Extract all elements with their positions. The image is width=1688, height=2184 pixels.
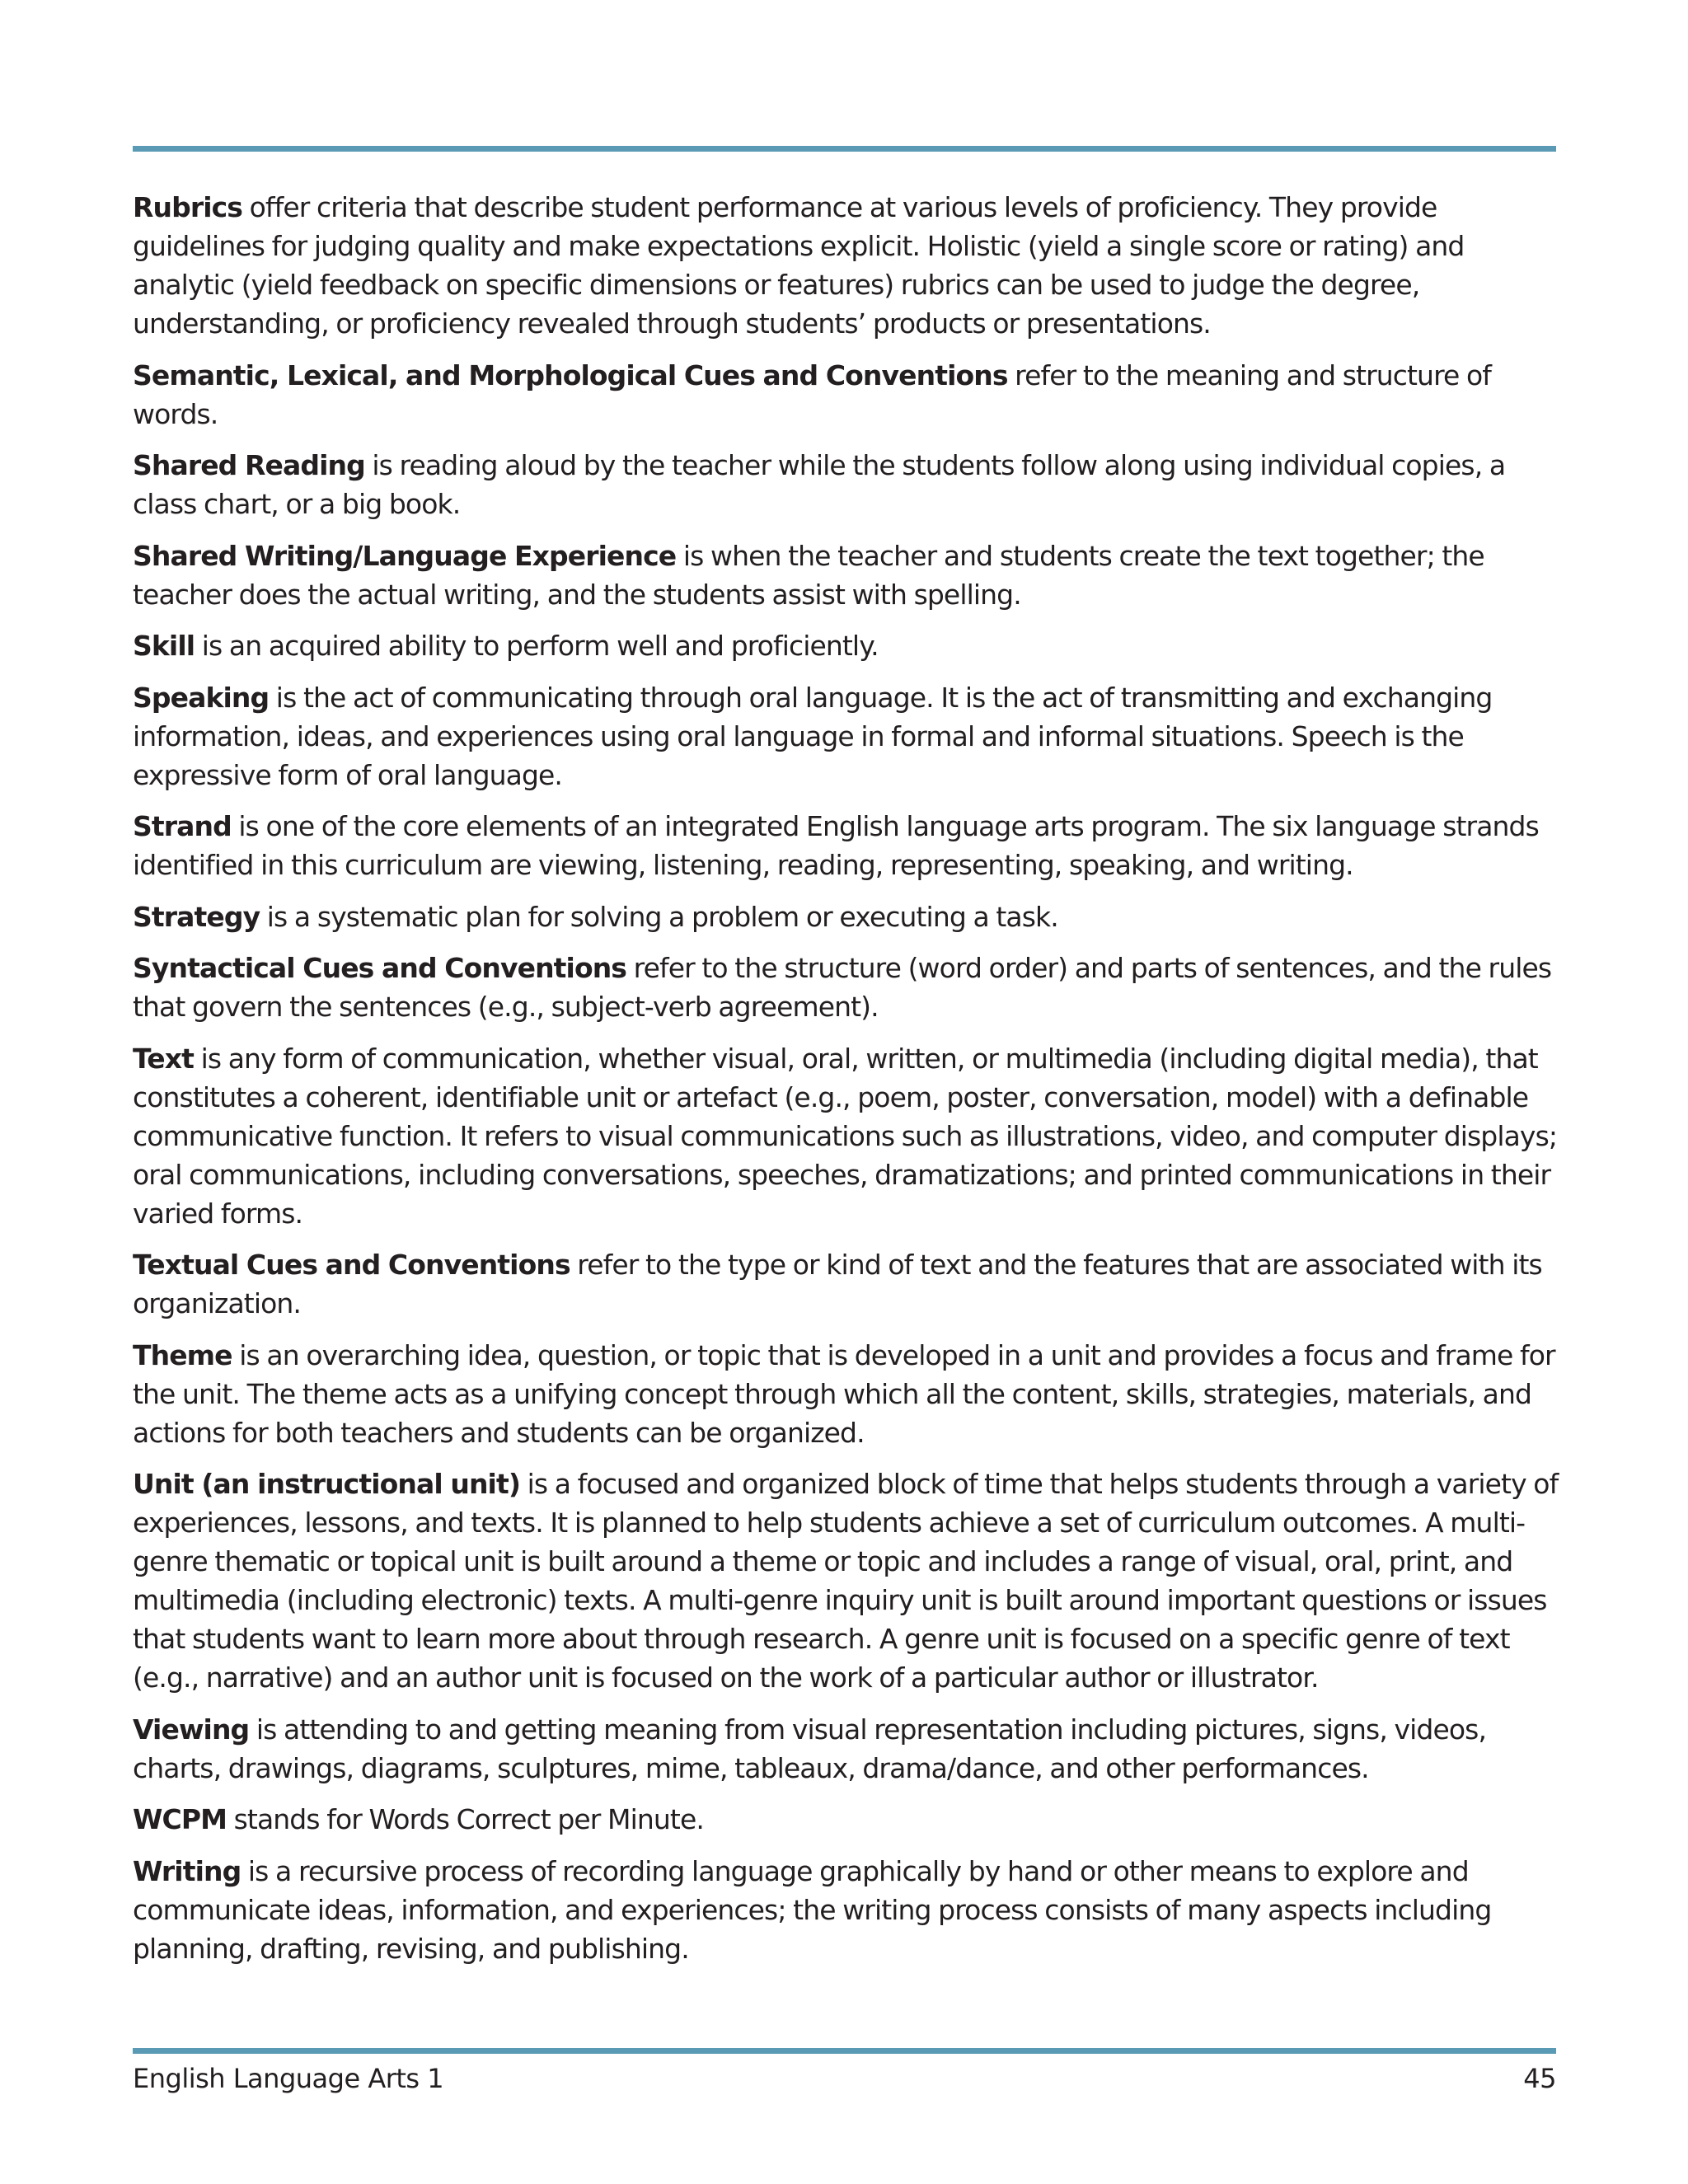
glossary-term: WCPM bbox=[133, 1803, 227, 1835]
glossary-definition: is a recursive process of recording language graphically by hand or other means to explore and communicate ideas, information, and experiences; the writing process consists of many aspects including planning, drafting, revising, and publishing. bbox=[133, 1854, 1492, 1965]
glossary-term: Viewing bbox=[133, 1713, 250, 1746]
glossary-definition: is reading aloud by the teacher while the students follow along using individual copies, a class chart, or a big book. bbox=[133, 449, 1506, 520]
glossary-definition: is a focused and organized block of time that helps students through a variety of experiences, lessons, and texts. It is planned to help students achieve a set of curriculum outcomes. A multi-genre thematic or topical unit is built around a theme or topic and includes a range of visual, oral, print, and multimedia (including electronic) texts. A multi-genre inquiry unit is built around important questions or issues that students want to learn more about through research. A genre unit is focused on a specific genre of text (e.g., narrative) and an author unit is focused on the work of a particular author or illustrator. bbox=[133, 1468, 1559, 1694]
glossary-definition: is attending to and getting meaning from visual representation including pictures, signs, videos, charts, drawings, diagrams, sculptures, mime, tableaux, drama/dance, and other performances. bbox=[133, 1713, 1487, 1784]
glossary-definition: is an overarching idea, question, or topic that is developed in a unit and provides a focus and frame for the unit. The theme acts as a unifying concept through which all the content, skills, strategies, materials, and actions for both teachers and students can be organized. bbox=[133, 1338, 1555, 1449]
header-rule bbox=[133, 146, 1556, 152]
glossary-term: Theme bbox=[133, 1338, 232, 1371]
glossary-term: Skill bbox=[133, 630, 195, 662]
glossary-term: Textual Cues and Conventions bbox=[133, 1249, 570, 1281]
glossary-term: Writing bbox=[133, 1854, 241, 1887]
glossary-entry-semantic-cues bbox=[133, 356, 1560, 434]
glossary-term: Strand bbox=[133, 810, 232, 842]
glossary-entry-textual-cues bbox=[133, 1245, 1560, 1323]
glossary-term: Rubrics bbox=[133, 191, 243, 223]
glossary-term: Shared Reading bbox=[133, 449, 365, 481]
glossary-definition: is an acquired ability to perform well and proficiently. bbox=[195, 630, 879, 662]
glossary-entry-skill bbox=[133, 626, 1560, 665]
glossary-entry-writing bbox=[133, 1852, 1560, 1968]
glossary-term: Strategy bbox=[133, 900, 260, 933]
glossary-entry-strategy bbox=[133, 898, 1560, 936]
glossary-term: Unit (an instructional unit) bbox=[133, 1468, 521, 1500]
glossary-definition: is any form of communication, whether visual, oral, written, or multimedia (including digital media), that constitutes a coherent, identifiable unit or artefact (e.g., poem, poster, conversation, model) with a definable communicative function. It refers to visual communications such as illustrations, video, and computer displays; oral communications, including conversations, speeches, dramatizations; and printed communications in their varied forms. bbox=[133, 1042, 1558, 1230]
glossary-definition: refer to the type or kind of text and the features that are associated with its organization. bbox=[133, 1249, 1542, 1319]
footer-title: English Language Arts 1 bbox=[133, 2063, 444, 2094]
glossary-entry-syntactical-cues bbox=[133, 949, 1560, 1026]
glossary-entry-rubrics bbox=[133, 188, 1560, 343]
glossary-definition: is a systematic plan for solving a problem or executing a task. bbox=[260, 900, 1058, 933]
glossary-definition: is the act of communicating through oral language. It is the act of transmitting and exchanging information, ideas, and experiences using oral language in formal and informal situations. Speech is the expressive form of oral language. bbox=[133, 681, 1493, 791]
footer-rule bbox=[133, 2048, 1556, 2054]
glossary-term: Shared Writing/Language Experience bbox=[133, 539, 677, 572]
glossary-entry-strand bbox=[133, 807, 1560, 884]
glossary-entry-shared-reading bbox=[133, 446, 1560, 523]
glossary-term: Syntactical Cues and Conventions bbox=[133, 952, 627, 984]
glossary-entry-speaking bbox=[133, 678, 1560, 794]
glossary-definition: is when the teacher and students create the text together; the teacher does the actual writing, and the students assist with spelling. bbox=[133, 539, 1484, 611]
glossary-entry-wcpm bbox=[133, 1800, 1560, 1839]
glossary-entry-theme bbox=[133, 1336, 1560, 1452]
glossary-entry-viewing bbox=[133, 1710, 1560, 1788]
page-number: 45 bbox=[1523, 2063, 1556, 2094]
glossary-term: Semantic, Lexical, and Morphological Cues and Conventions bbox=[133, 359, 1008, 391]
glossary-list bbox=[133, 188, 1560, 1980]
glossary-entry-unit bbox=[133, 1465, 1560, 1697]
glossary-definition: offer criteria that describe student performance at various levels of proficiency. They provide guidelines for judging quality and make expectations explicit. Holistic (yield a single score or rating) and analytic (yield feedback on specific dimensions or features) rubrics can be used to judge the degree, understanding, or proficiency revealed through students’ products or presentations. bbox=[133, 191, 1465, 340]
glossary-definition: is one of the core elements of an integrated English language arts program. The six language strands identified in this curriculum are viewing, listening, reading, representing, speaking, and writing. bbox=[133, 810, 1539, 881]
glossary-definition: refer to the structure (word order) and parts of sentences, and the rules that govern the sentences (e.g., subject-verb agreement). bbox=[133, 952, 1552, 1023]
glossary-term: Text bbox=[133, 1042, 194, 1075]
glossary-entry-shared-writing bbox=[133, 537, 1560, 614]
glossary-term: Speaking bbox=[133, 681, 270, 714]
glossary-definition: stands for Words Correct per Minute. bbox=[227, 1803, 704, 1835]
glossary-entry-text bbox=[133, 1039, 1560, 1233]
glossary-definition: refer to the meaning and structure of words. bbox=[133, 359, 1492, 430]
